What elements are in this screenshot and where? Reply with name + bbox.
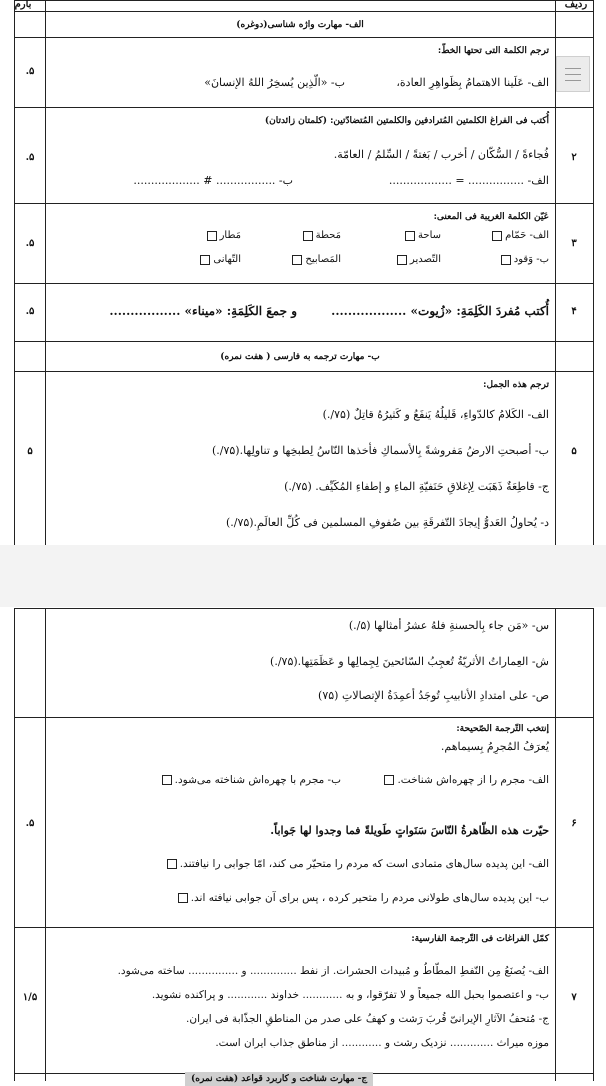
q3-r1-opt4[interactable]: مَطار xyxy=(204,230,241,241)
section-b-title: ب- مهارت ترجمه به فارسی ( هفت نمره) xyxy=(220,352,380,362)
checkbox[interactable] xyxy=(501,255,511,265)
section-c-row xyxy=(15,1073,593,1082)
q5-line-s2: ص- علی امتدادِ الأنابیبِ تُوجَدُ أعمِدَةُ الإتصالاتِ (۷۵) xyxy=(318,689,549,702)
q6-s1-opt-b[interactable]: ب- مجرم با چهره‌اش شناخته می‌شود. xyxy=(159,774,341,786)
q2-number: ۲ xyxy=(571,152,577,163)
checkbox[interactable] xyxy=(162,775,172,785)
checkbox[interactable] xyxy=(167,859,177,869)
question-7 xyxy=(15,927,593,1074)
q3-score: .۵ xyxy=(25,238,35,249)
q5-line-c: ج- قاطِعَةٌ ذَهَبَت لِإغلاقِ حَنَفیّةِ الماءِ و إطفاءِ المُكَیِّف. (۷۵/.) xyxy=(284,480,549,493)
q6-sentence-2: حیّرت هذه الظّاهرةُ النّاسَ سَنَواتٍ طَویلةً فما وجدوا لها جَواباً. xyxy=(270,824,549,837)
q5-number: ۵ xyxy=(571,446,577,457)
q2-words: فُجاءةً / السُّكّان / أخرب / بَغتةً / السِّلمُ / العامّة. xyxy=(333,148,549,161)
checkbox[interactable] xyxy=(178,893,188,903)
q7-number: ۷ xyxy=(571,992,577,1003)
q3-r2-opt3[interactable]: المَصابیح xyxy=(289,254,341,265)
q6-s1-opt-a[interactable]: الف- مجرم را از چهره‌اش شناخت. xyxy=(381,774,549,786)
checkbox[interactable] xyxy=(207,231,217,241)
q7-line-d[interactable]: موزه میراث ............. نزدیک رشت و ............ از مناطق جذاب ایران است. xyxy=(215,1037,549,1049)
checkbox[interactable] xyxy=(200,255,210,265)
section-a-title: الف- مهارت واژه شناسی(دوغره) xyxy=(236,20,364,30)
q3-r2-opt4[interactable]: التّهانی xyxy=(197,254,241,265)
q5-line-s: س- «مَن جاء بِالحسنةِ فلهُ عشرُ أمثالها (۵/.) xyxy=(348,619,549,632)
q4-score: .۵ xyxy=(25,306,35,317)
q5-prompt: ترجم هذه الجمل: xyxy=(483,380,549,390)
question-5 xyxy=(15,371,593,546)
q7-prompt: كمّل الفراغات فی التّرجمة الفارسیة: xyxy=(411,934,549,944)
page-gap xyxy=(0,545,606,607)
question-3 xyxy=(15,203,593,284)
q3-r2-opt1[interactable]: ب- وَقود xyxy=(498,254,549,265)
header-row xyxy=(15,1,593,11)
checkbox[interactable] xyxy=(303,231,313,241)
q3-r1-opt3[interactable]: مَحطة xyxy=(300,230,341,241)
q5-score: ۵ xyxy=(27,446,33,457)
q2-prompt: أُكتب فی الفراغ الكلمتین المُترادفین والكلمتین المُتضادّتین: (کلمتان زائدتان) xyxy=(264,116,549,126)
q3-number: ۳ xyxy=(571,238,577,249)
section-c-title: ج- مهارت شناخت و کاربرد قواعد (هفت نمره) xyxy=(185,1072,373,1086)
checkbox[interactable] xyxy=(492,231,502,241)
q7-line-a[interactable]: الف- یُصنَعُ مِن النّفطِ المطّاطُ و مُبیدات الحشرات. از نفط .............. و ............... ساخته می‌شود. xyxy=(117,965,549,977)
header-radif: ردیف xyxy=(564,0,588,10)
q6-s2-opt-a[interactable]: الف- این پدیده سال‌های متمادی است که مردم را متحیّر می کند، امّا جوابی را نیافتند. xyxy=(164,858,549,870)
q2-fill-a[interactable]: الف- ................ = .................. xyxy=(388,174,549,187)
q1-score: .۵ xyxy=(25,66,35,77)
section-b-row xyxy=(15,341,593,372)
q3-r1-opt2[interactable]: ساحة xyxy=(402,230,441,241)
exam-page-1 xyxy=(14,0,594,546)
q5-line-a: الف- الكَلامُ كالدّواءِ، قَلیلُهُ یَنفَعُ و كَثیرُهُ قاتِلٌ (۷۵/.) xyxy=(322,408,549,421)
question-5-continued xyxy=(15,609,593,717)
q6-score: .۵ xyxy=(25,818,35,829)
q2-fill-b[interactable]: ب- ................. # ................... xyxy=(133,174,293,187)
question-2 xyxy=(15,107,593,204)
question-1 xyxy=(15,37,593,108)
q6-number: ۶ xyxy=(571,818,577,829)
q3-r1-opt1[interactable]: الف- حَمّام xyxy=(489,230,549,241)
question-4 xyxy=(15,283,593,342)
q7-score: ۱/۵ xyxy=(22,992,38,1003)
q1-prompt: ترجم الکلمة التی تحتها الخطّ: xyxy=(437,46,549,56)
q5-line-sh: ش- العِماراتُ الأثریّةُ تُعجِبُ السّائحینَ لِجِمالِها و عَظَمَتِها.(۷۵/.) xyxy=(270,655,549,668)
q7-line-b[interactable]: ب- و اعتصموا بحبل الله جمیعاً و لا تفرّقوا، و به ............ خداوند ............ و پراکنده نشوید. xyxy=(151,989,549,1001)
q3-r2-opt2[interactable]: التّصدیر xyxy=(394,254,441,265)
q1-part-b: ب- «الّذِین یُسخِرُ اللهُ الإنسانَ» xyxy=(204,76,345,89)
q5-line-d: د- یُحاولُ العَدوُّ إیجادَ التّفرقَةِ بین صُفوفِ المسلمین فی كُلِّ العالَمِ.(۷۵/.) xyxy=(225,516,549,529)
header-barom: بارم xyxy=(14,0,32,10)
checkbox[interactable] xyxy=(292,255,302,265)
q6-s2-opt-b[interactable]: ب- این پدیده سال‌های طولانی مردم را متحیر کرده ، پس برای آن جوابی نیافته اند. xyxy=(175,892,549,904)
checkbox[interactable] xyxy=(405,231,415,241)
q6-sentence-1: یُعرَفُ المُجرِمُ بِسیماهم. xyxy=(440,740,549,753)
question-6 xyxy=(15,717,593,928)
section-a-row xyxy=(15,11,593,38)
q4-singular[interactable]: أُكتب مُفردَ الكَلِمَةِ: «زُیوت» .................. xyxy=(331,304,549,318)
q7-line-c: ج- مُتحفُ الآثارِ الإیرانیّ قُربَ رَشت و كهفُ علی صدر من المناطقِ الجذّابة فی ایران. xyxy=(186,1013,549,1025)
checkbox[interactable] xyxy=(397,255,407,265)
q2-score: .۵ xyxy=(25,152,35,163)
menu-icon[interactable] xyxy=(556,56,590,92)
q4-number: ۴ xyxy=(571,306,577,317)
q3-prompt: عَیّن الكلمة الغریبة فی المعنی: xyxy=(433,212,549,222)
q5-line-b: ب- أصبحتِ الارضُ مَفروشةً بِالأسماكِ فأخذها النّاسُ لِطبخِها و تناولِها.(۷۵/.) xyxy=(211,444,549,457)
q4-plural[interactable]: و جمعَ الكَلِمَةِ: «میناء» ................. xyxy=(109,304,297,318)
q1-part-a: الف- عَلَینا الاهتمامُ بِظَواهِرِ العادة، xyxy=(396,76,549,89)
exam-page-2 xyxy=(14,608,594,1084)
checkbox[interactable] xyxy=(384,775,394,785)
q6-prompt: إنتخب التّرجمة الصّحیحة: xyxy=(456,724,549,734)
